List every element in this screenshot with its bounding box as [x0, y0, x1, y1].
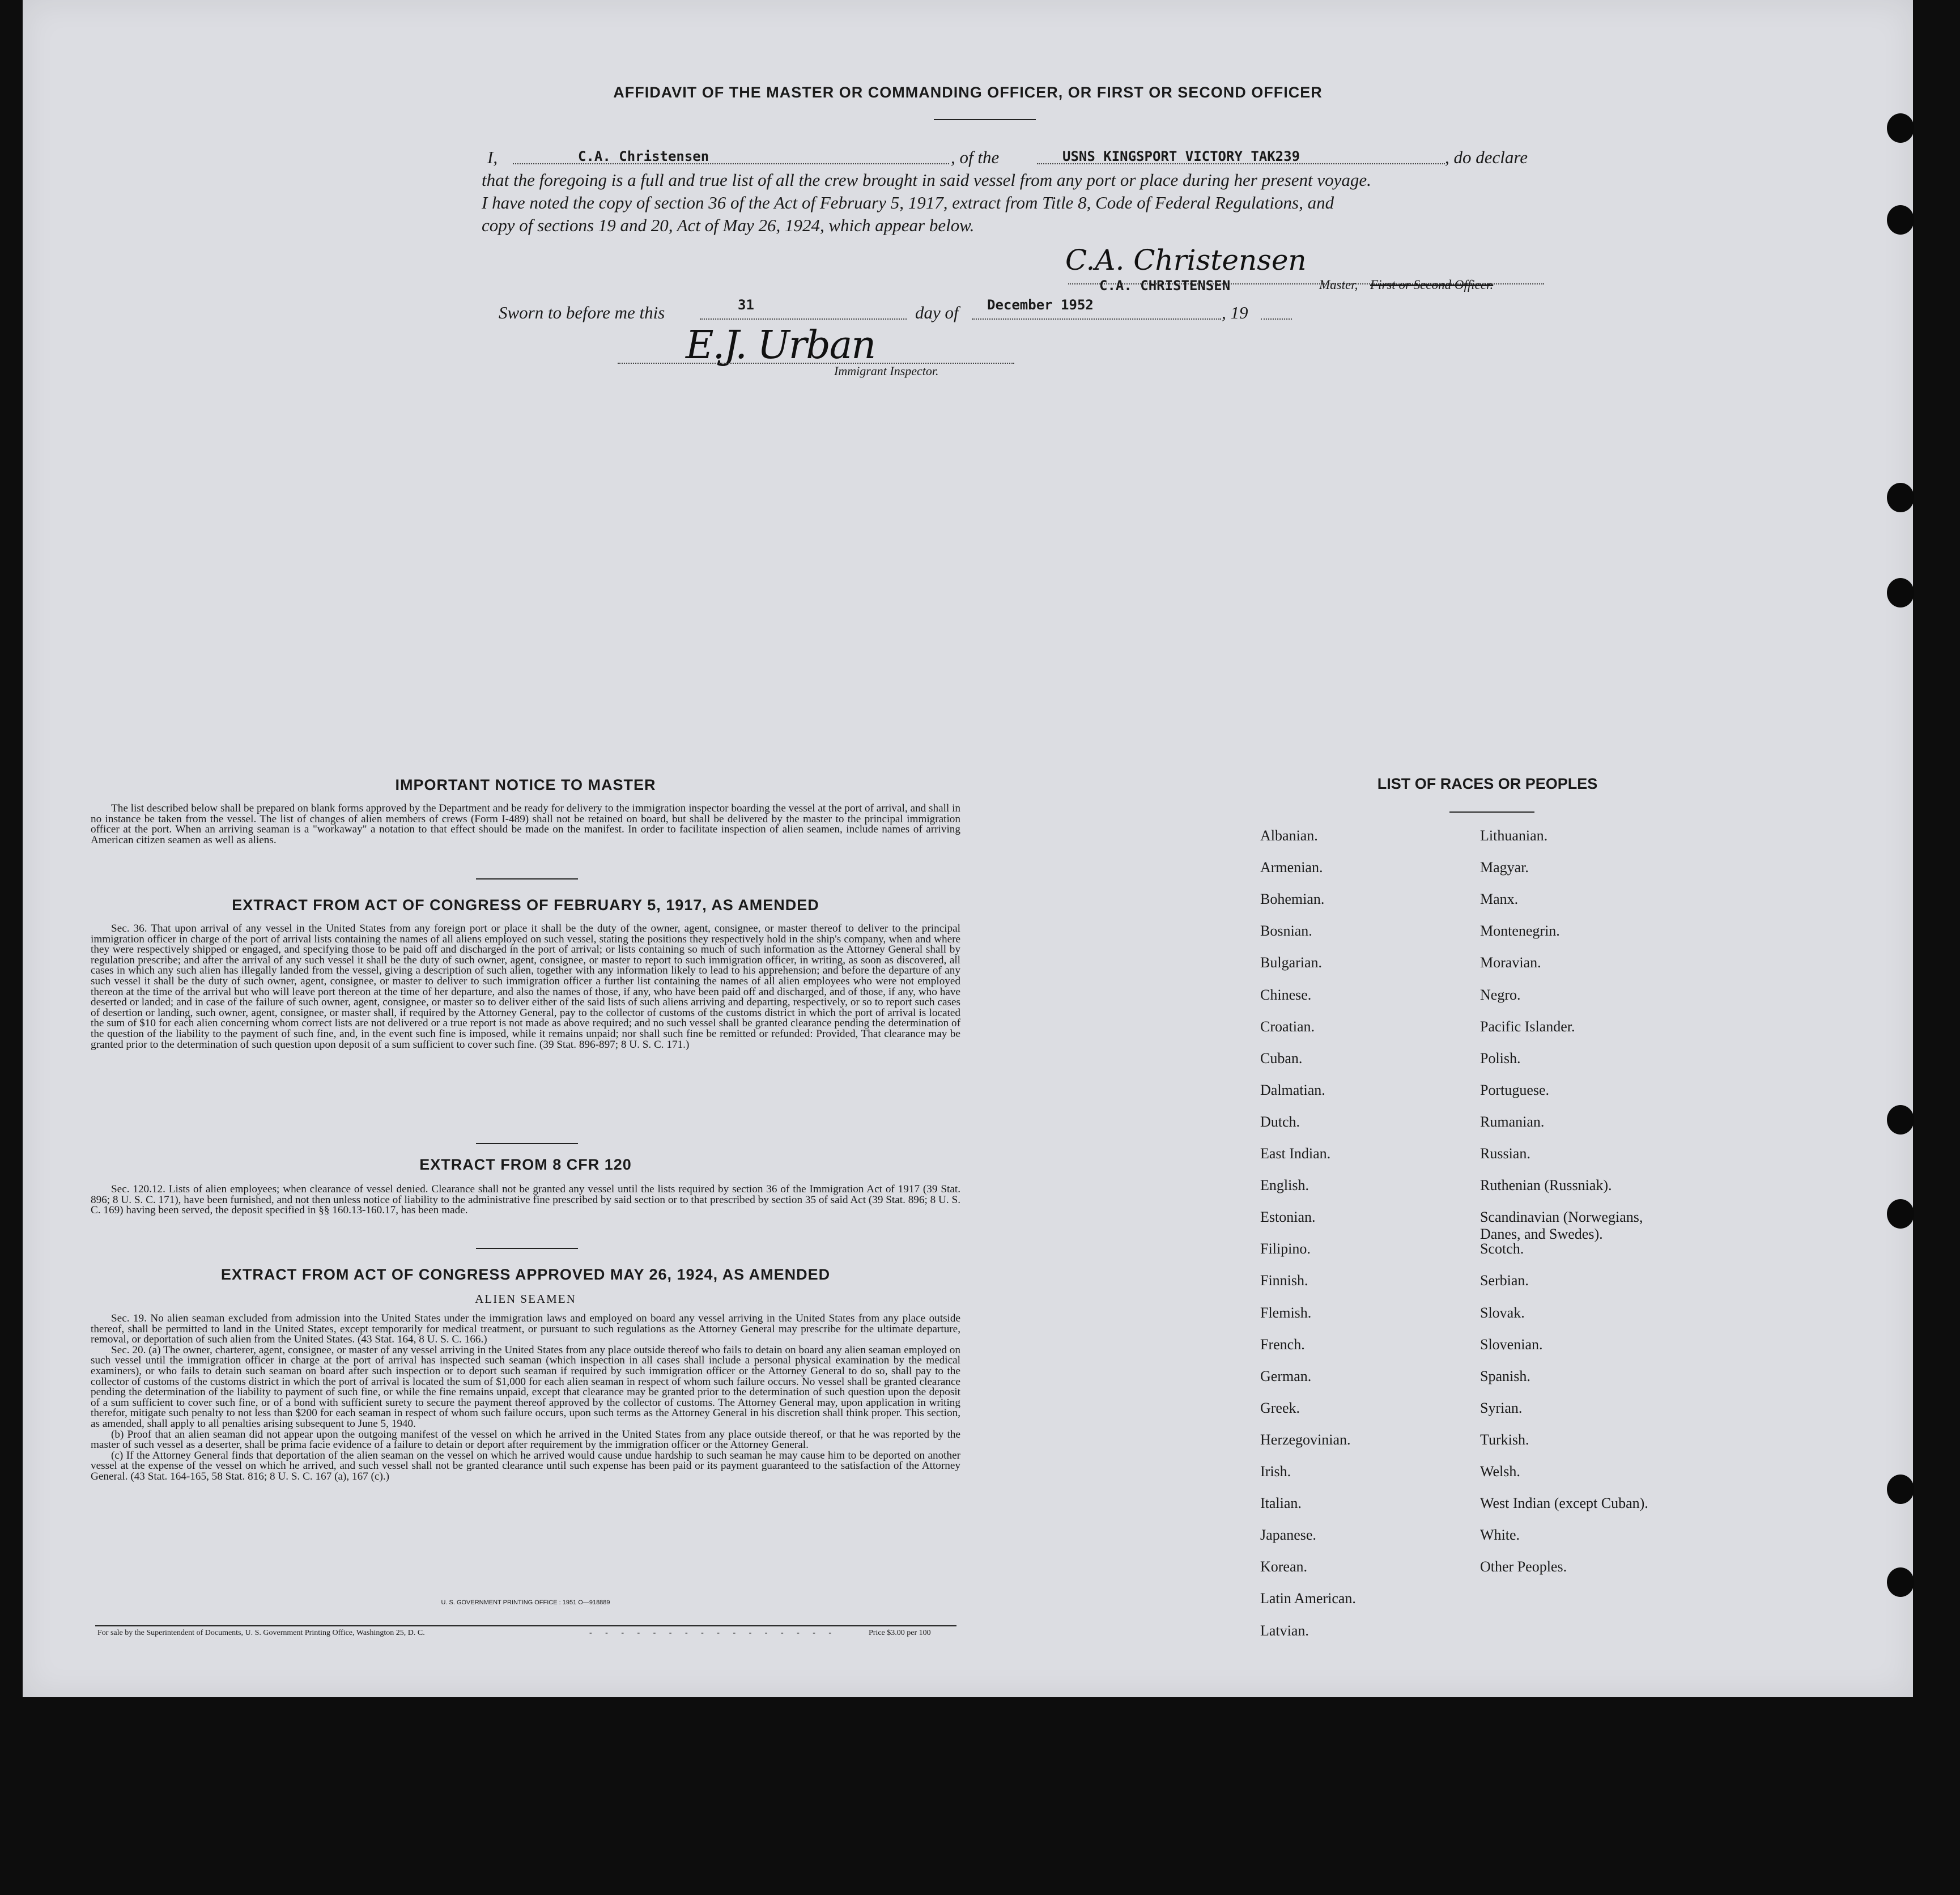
- race-item: Pacific Islander.: [1480, 1018, 1575, 1035]
- race-item: Scandinavian (Norwegians, Danes, and Swedes).: [1480, 1209, 1643, 1243]
- race-item: Portuguese.: [1480, 1081, 1550, 1098]
- punch-hole: [1887, 1105, 1914, 1135]
- punch-hole: [1887, 205, 1914, 235]
- notice-text: [91, 804, 960, 845]
- blank-line: [972, 318, 1221, 320]
- punch-hole: [1887, 1567, 1914, 1597]
- race-item: Montenegrin.: [1480, 923, 1560, 940]
- sworn-month-year: December 1952: [987, 297, 1094, 313]
- extract-1917-title: EXTRACT FROM ACT OF CONGRESS OF FEBRUARY 5, 1917, AS AMENDED: [232, 896, 819, 913]
- footer-price: Price $3.00 per 100: [869, 1629, 931, 1637]
- inspector-signature: E.J. Urban: [686, 323, 875, 368]
- punch-hole: [1887, 578, 1914, 607]
- race-item: Manx.: [1480, 891, 1519, 908]
- race-item: Spanish.: [1480, 1367, 1530, 1384]
- race-item: Italian.: [1260, 1495, 1302, 1512]
- race-item: Armenian.: [1260, 859, 1323, 876]
- affidavit-line3: I have noted the copy of section 36 of the Act of February 5, 1917, extract from Title 8, Code of Federal Regulations, and: [482, 193, 1334, 213]
- punch-hole: [1887, 113, 1914, 143]
- section-20b-paragraph: (b) Proof that an alien seaman did not appear upon the outgoing manifest of the vessel on which he arrived in the United States from any place outside thereof, or that he was reported by the master of such vessel as a deserter, shall be prima facie evidence of a failure to detain or deport after requirement by the immigration officer or the Attorney General.: [91, 1428, 960, 1451]
- divider: [476, 878, 578, 879]
- race-item: Serbian.: [1480, 1272, 1529, 1289]
- master-name: C.A. Christensen: [578, 148, 709, 164]
- race-item: Albanian.: [1260, 827, 1318, 844]
- race-item: Turkish.: [1480, 1431, 1529, 1448]
- race-item: Finnish.: [1260, 1272, 1308, 1289]
- sworn-day-of: day of: [915, 303, 959, 322]
- section-20a-paragraph: Sec. 20. (a) The owner, charterer, agent, consignee, or master of any vessel arriving in the United States from any place outside thereof who fails to detain on board any alien seaman employed on such vessel until the immigration officer in charge at the port of arrival has inspected such seaman (which inspection in all cases shall include a personal physical examination by the medical examiners), or who fails to detain such seaman on board after such inspection or to deport such seaman if required by such immigration officer or the Attorney General to do so, shall pay to the collector of customs of the customs district in which the port of arrival is located the sum of $1,000 for each alien seaman in respect of whom such failure occurs. No vessel shall be granted clearance pending the determination of the liability to payment of such fine, or while the fine remains unpaid, except that clearance may be granted prior to the determination of such question upon the deposit of a sum sufficient to cover such fine, or of a bond with sufficient surety to secure the payment thereof approved by the collector of customs. The Attorney General may, upon application in writing therefor, mitigate such penalty to not less than $200 for each seaman in respect of whom such failure occurs, upon such terms as the Attorney General in his discretion shall think proper. This section, as amended, shall apply to all penalties arising subsequent to June 5, 1940.: [91, 1344, 960, 1430]
- section-19-paragraph: Sec. 19. No alien seaman excluded from admission into the United States under the immigration laws and employed on board any vessel arriving in the United States from any place outside thereof, shall be permitted to land in the United States, except temporarily for medical treatment, or pursuant to such regulations as the Attorney General may prescribe for the ultimate departure, removal, or deportation of such alien from the United States. (43 Stat. 164, 8 U. S. C. 166.): [91, 1312, 960, 1346]
- race-item: East Indian.: [1260, 1145, 1331, 1162]
- struck-officer-label: First or Second Officer.: [1370, 278, 1494, 292]
- race-item: Welsh.: [1480, 1463, 1520, 1480]
- race-item: Irish.: [1260, 1463, 1291, 1480]
- race-item: Korean.: [1260, 1558, 1308, 1575]
- race-item: Dutch.: [1260, 1113, 1300, 1130]
- extract-1917-text: [91, 924, 960, 1050]
- affidavit-line2: that the foregoing is a full and true list of all the crew brought in said vessel from any port or place during her present voyage.: [482, 170, 1371, 190]
- race-item: Herzegovinian.: [1260, 1431, 1351, 1448]
- affidavit-declare: , do declare: [1445, 147, 1528, 167]
- punch-hole: [1887, 483, 1914, 512]
- master-label: Master,: [1319, 278, 1358, 292]
- race-item: Negro.: [1480, 986, 1521, 1003]
- extract-cfr-text: [91, 1184, 960, 1216]
- race-item: Other Peoples.: [1480, 1558, 1567, 1575]
- race-item: Slovenian.: [1480, 1336, 1543, 1353]
- race-item: Bulgarian.: [1260, 954, 1323, 971]
- race-item: Latvian.: [1260, 1622, 1309, 1639]
- race-item: Estonian.: [1260, 1209, 1316, 1226]
- race-item: Croatian.: [1260, 1018, 1315, 1035]
- race-item: English.: [1260, 1177, 1309, 1194]
- affidavit-title: AFFIDAVIT OF THE MASTER OR COMMANDING OFFICER, OR FIRST OR SECOND OFFICER: [613, 84, 1323, 101]
- race-item: Moravian.: [1480, 954, 1541, 971]
- gpo-imprint: U. S. GOVERNMENT PRINTING OFFICE : 1951 O—918889: [441, 1599, 610, 1606]
- race-item: Slovak.: [1480, 1304, 1525, 1321]
- sworn-year-suffix: , 19: [1222, 303, 1248, 322]
- divider: [1449, 811, 1534, 813]
- inspector-label: Immigrant Inspector.: [834, 364, 939, 378]
- race-item: Russian.: [1480, 1145, 1530, 1162]
- master-typed-name: C.A. CHRISTENSEN: [1099, 278, 1231, 294]
- race-item: White.: [1480, 1527, 1520, 1544]
- race-item: West Indian (except Cuban).: [1480, 1495, 1648, 1512]
- race-item: Filipino.: [1260, 1240, 1311, 1257]
- signature-line: [618, 363, 1014, 364]
- extract-1924-title: EXTRACT FROM ACT OF CONGRESS APPROVED MAY 26, 1924, AS AMENDED: [220, 1266, 831, 1283]
- race-item: Polish.: [1480, 1050, 1521, 1067]
- race-item: Chinese.: [1260, 986, 1312, 1003]
- master-signature: C.A. Christensen: [1065, 244, 1307, 277]
- extract-cfr-title: EXTRACT FROM 8 CFR 120: [419, 1156, 632, 1173]
- race-item: French.: [1260, 1336, 1305, 1353]
- extract-1924-text: [91, 1314, 960, 1482]
- punch-hole: [1887, 1199, 1914, 1229]
- blank-line: [700, 318, 907, 320]
- race-item: Greek.: [1260, 1399, 1300, 1416]
- race-item: Syrian.: [1480, 1399, 1523, 1416]
- divider: [476, 1248, 578, 1249]
- affidavit-of-the: , of the: [951, 147, 1000, 167]
- blank-line: [1261, 318, 1292, 320]
- race-item: Dalmatian.: [1260, 1081, 1325, 1098]
- race-item: Rumanian.: [1480, 1113, 1545, 1130]
- race-item: Cuban.: [1260, 1050, 1303, 1067]
- race-item: Lithuanian.: [1480, 827, 1548, 844]
- alien-seamen-subtitle: ALIEN SEAMEN: [475, 1292, 576, 1306]
- race-item: Flemish.: [1260, 1304, 1312, 1321]
- footer-rule: [95, 1625, 956, 1626]
- extract-1917-paragraph: Sec. 36. That upon arrival of any vessel in the United States from any foreign port or place it shall be the duty of the owner, agent, consignee, or master thereof to deliver to the principal immigration officer in charge of the port of arrival lists containing the names of all aliens employed on such vessel, stating the positions they respectively hold in the ship's company, when and where they were respectively shipped or engaged, and specifying those to be paid off and discharged in the port of arrival; or lists containing so much of such information as the Attorney General shall by regulation prescribe; and after the arrival of any such vessel it shall be the duty of such owner, agent, consignee, or master to report to such immigration officer, in writing, as soon as discovered, all cases in which any such alien has illegally landed from the vessel, giving a description of such alien, together with any information likely to lead to his apprehension; and before the departure of any such vessel it shall be the duty of such owner, agent, consignee, or master to deliver to such immigration officer a further list containing the names of all alien employees who were not employed thereon at the time of the arrival but who will leave port thereon at the time of her departure, and also the names of those, if any, who have been paid off and discharged, and of those, if any, who have deserted or landed; and in case of the failure of such owner, agent, consignee, or master so to deliver either of the said lists of such aliens arriving and departing, respectively, or so to report such cases of desertion or landing, such owner, agent, consignee, or master shall, if required by the Attorney General, pay to the collector of customs of the customs district in which the port of arrival is located the sum of $10 for each alien concerning whom correct lists are not delivered or a true report is not made as above required; and no such vessel shall be granted clearance pending the determination of the question of the liability to the payment of such fine, and, in the event such fine is imposed, while it remains unpaid; nor shall such fine be remitted or refunded: Provided, That clearance may be granted prior to the determination of such question upon deposit of a sum sufficient to cover such fine. (39 Stat. 896-897; 8 U. S. C. 171.): [91, 923, 960, 1051]
- extract-cfr-paragraph: Sec. 120.12. Lists of alien employees; when clearance of vessel denied. Clearance shall not be granted any vessel until the lists required by section 36 of the Immigration Act of 1917 (39 Stat. 896; 8 U. S. C. 171), have been furnished, and not then unless notice of liability to the administrative fine prescribed by said section or to that prescribed by section 35 of said Act (39 Stat. 896; 8 U. S. C. 169) having been served, the deposit specified in §§ 160.13-160.17, has been made.: [91, 1183, 960, 1217]
- races-title: LIST OF RACES OR PEOPLES: [1377, 775, 1598, 792]
- notice-title: IMPORTANT NOTICE TO MASTER: [395, 776, 656, 793]
- race-item: Magyar.: [1480, 859, 1529, 876]
- vessel-name: USNS KINGSPORT VICTORY TAK239: [1062, 148, 1300, 164]
- affidavit-line4: copy of sections 19 and 20, Act of May 26, 1924, which appear below.: [482, 215, 975, 235]
- footer-sale-note: For sale by the Superintendent of Documents, U. S. Government Printing Office, Washington 25, D. C.: [97, 1629, 425, 1637]
- divider: [934, 119, 1036, 120]
- divider: [476, 1143, 578, 1144]
- section-20c-paragraph: (c) If the Attorney General finds that deportation of the alien seaman on the vessel on which he arrived would cause undue hardship to such seaman he may cause him to be deported on another vessel at the expense of the vessel on which he arrived, and such vessel shall not be granted clearance until such expense has been paid or its payment guaranteed to the satisfaction of the Attorney General. (43 Stat. 164-165, 58 Stat. 816; 8 U. S. C. 167 (a), 167 (c).): [91, 1449, 960, 1482]
- form-page: [23, 0, 1913, 1697]
- race-item: Japanese.: [1260, 1527, 1316, 1544]
- race-item: Latin American.: [1260, 1590, 1356, 1607]
- footer-leader-dots: - - - - - - - - - - - - - - - -: [589, 1629, 837, 1637]
- race-item: Bohemian.: [1260, 891, 1325, 908]
- sworn-prefix: Sworn to before me this: [499, 303, 665, 322]
- race-item: Bosnian.: [1260, 923, 1312, 940]
- sworn-day: 31: [738, 297, 754, 313]
- race-item: German.: [1260, 1367, 1312, 1384]
- affidavit-prefix: I,: [487, 147, 498, 167]
- race-item: Scotch.: [1480, 1240, 1524, 1257]
- race-item: Ruthenian (Russniak).: [1480, 1177, 1612, 1194]
- punch-hole: [1887, 1475, 1914, 1504]
- notice-paragraph: The list described below shall be prepared on blank forms approved by the Department and be ready for delivery to the immigration inspector boarding the vessel at the port of arrival, and shall in no instance be taken from the vessel. The list of changes of alien members of crews (Form I-489) shall not be retained on board, but shall be delivered by the master to the principal immigration officer at the port. When an arriving seaman is a "workaway" a notation to that effect should be made on the manifest. In order to facilitate inspection of alien seamen, include names of arriving American citizen seamen as well as aliens.: [91, 802, 960, 846]
